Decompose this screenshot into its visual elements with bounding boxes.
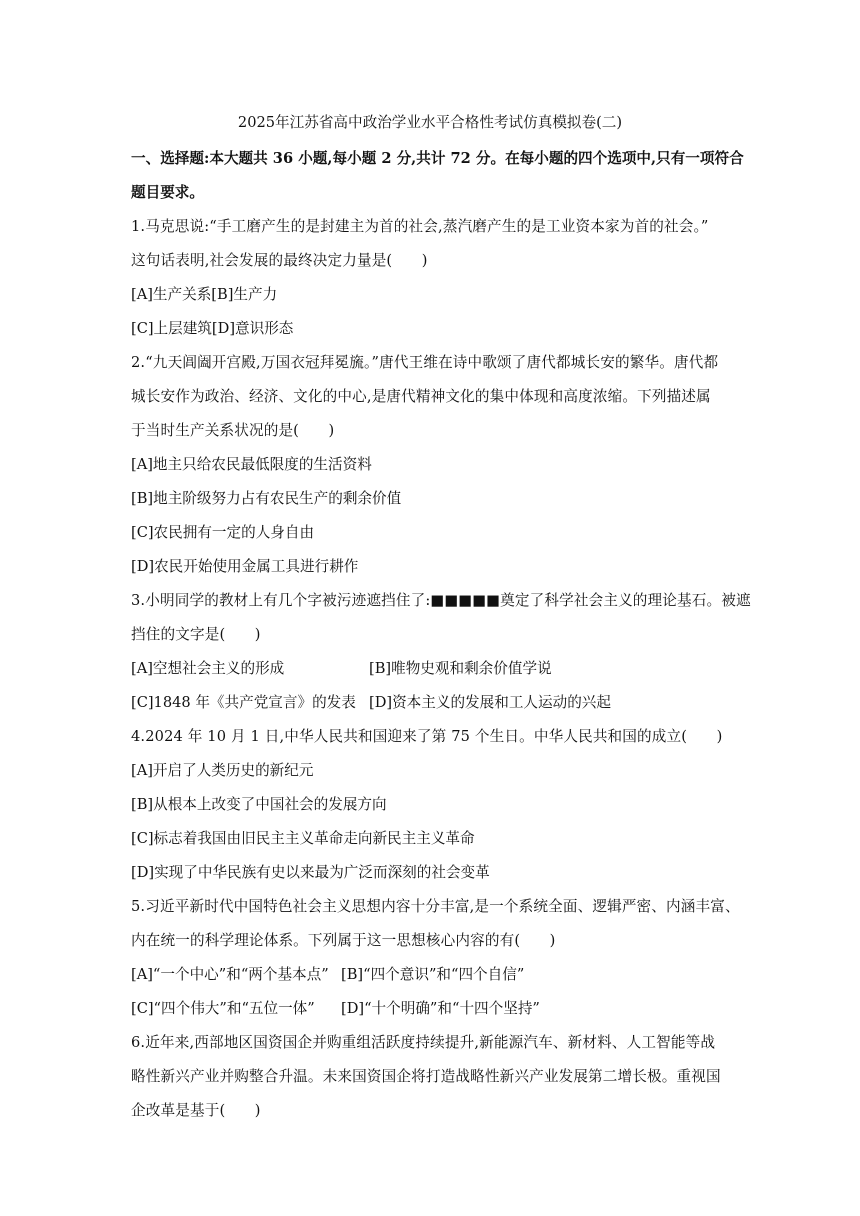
question-5-option-d: [D]“十个明确”和“十四个坚持” xyxy=(341,1000,540,1017)
question-2-line3: 于当时生产关系状况的是( ) xyxy=(131,422,335,439)
question-3-option-c: [C]1848 年《共产党宣言》的发表 xyxy=(131,694,356,711)
question-5-line1: 5.习近平新时代中国特色社会主义思想内容十分丰富,是一个系统全面、逻辑严密、内涵丰富、 xyxy=(131,898,740,915)
question-2-line2: 城长安作为政治、经济、文化的中心,是唐代精神文化的集中体现和高度浓缩。下列描述属 xyxy=(131,388,711,405)
question-6-line3: 企改革是基于( ) xyxy=(131,1102,261,1119)
question-5-option-a: [A]“一个中心”和“两个基本点” xyxy=(131,966,329,983)
question-3-option-d: [D]资本主义的发展和工人运动的兴起 xyxy=(369,694,611,711)
question-1-line2: 这句话表明,社会发展的最终决定力量是( ) xyxy=(131,252,428,269)
question-4-option-c: [C]标志着我国由旧民主主义革命走向新民主主义革命 xyxy=(131,830,475,847)
question-3-option-a: [A]空想社会主义的形成 xyxy=(131,660,285,677)
question-4-option-b: [B]从根本上改变了中国社会的发展方向 xyxy=(131,796,387,813)
question-4-line1: 4.2024 年 10 月 1 日,中华人民共和国迎来了第 75 个生日。中华人民共和国的成立( ) xyxy=(131,728,723,745)
question-4-option-d: [D]实现了中华民族有史以来最为广泛而深刻的社会变革 xyxy=(131,864,490,881)
page-title: 2025年江苏省高中政治学业水平合格性考试仿真模拟卷(二) xyxy=(237,114,623,131)
question-6-line1: 6.近年来,西部地区国资国企并购重组活跃度持续提升,新能源汽车、新材料、人工智能等战 xyxy=(131,1034,716,1051)
section-heading-line2: 题目要求。 xyxy=(131,184,204,201)
question-2-line1: 2.“九天阊阖开宫殿,万国衣冠拜冕旒。”唐代王维在诗中歌颂了唐代都城长安的繁华。唐代都 xyxy=(131,354,719,371)
question-3-option-b: [B]唯物史观和剩余价值学说 xyxy=(369,660,552,677)
question-2-option-b: [B]地主阶级努力占有农民生产的剩余价值 xyxy=(131,490,402,507)
question-5-line2: 内在统一的科学理论体系。下列属于这一思想核心内容的有( ) xyxy=(131,932,556,949)
question-1-options-cd: [C]上层建筑[D]意识形态 xyxy=(131,320,294,337)
question-3-line2: 挡住的文字是( ) xyxy=(131,626,261,643)
question-5-option-b: [B]“四个意识”和“四个自信” xyxy=(341,966,525,983)
question-2-option-c: [C]农民拥有一定的人身自由 xyxy=(131,524,315,541)
question-6-line2: 略性新兴产业并购整合升温。未来国资国企将打造战略性新兴产业发展第二增长极。重视国 xyxy=(131,1068,721,1085)
question-5-option-c: [C]“四个伟大”和“五位一体” xyxy=(131,1000,315,1017)
question-3-line1: 3.小明同学的教材上有几个字被污迹遮挡住了:■■■■■奠定了科学社会主义的理论基石。被遮 xyxy=(131,592,751,609)
question-1-options-ab: [A]生产关系[B]生产力 xyxy=(131,286,278,303)
question-2-option-d: [D]农民开始使用金属工具进行耕作 xyxy=(131,558,359,575)
section-heading-line1: 一、选择题:本大题共 36 小题,每小题 2 分,共计 72 分。在每小题的四个选项中,只有一项符合 xyxy=(131,150,744,167)
question-2-option-a: [A]地主只给农民最低限度的生活资料 xyxy=(131,456,372,473)
question-4-option-a: [A]开启了人类历史的新纪元 xyxy=(131,762,314,779)
question-1-line1: 1.马克思说:“手工磨产生的是封建主为首的社会,蒸汽磨产生的是工业资本家为首的社会。” xyxy=(131,218,709,235)
